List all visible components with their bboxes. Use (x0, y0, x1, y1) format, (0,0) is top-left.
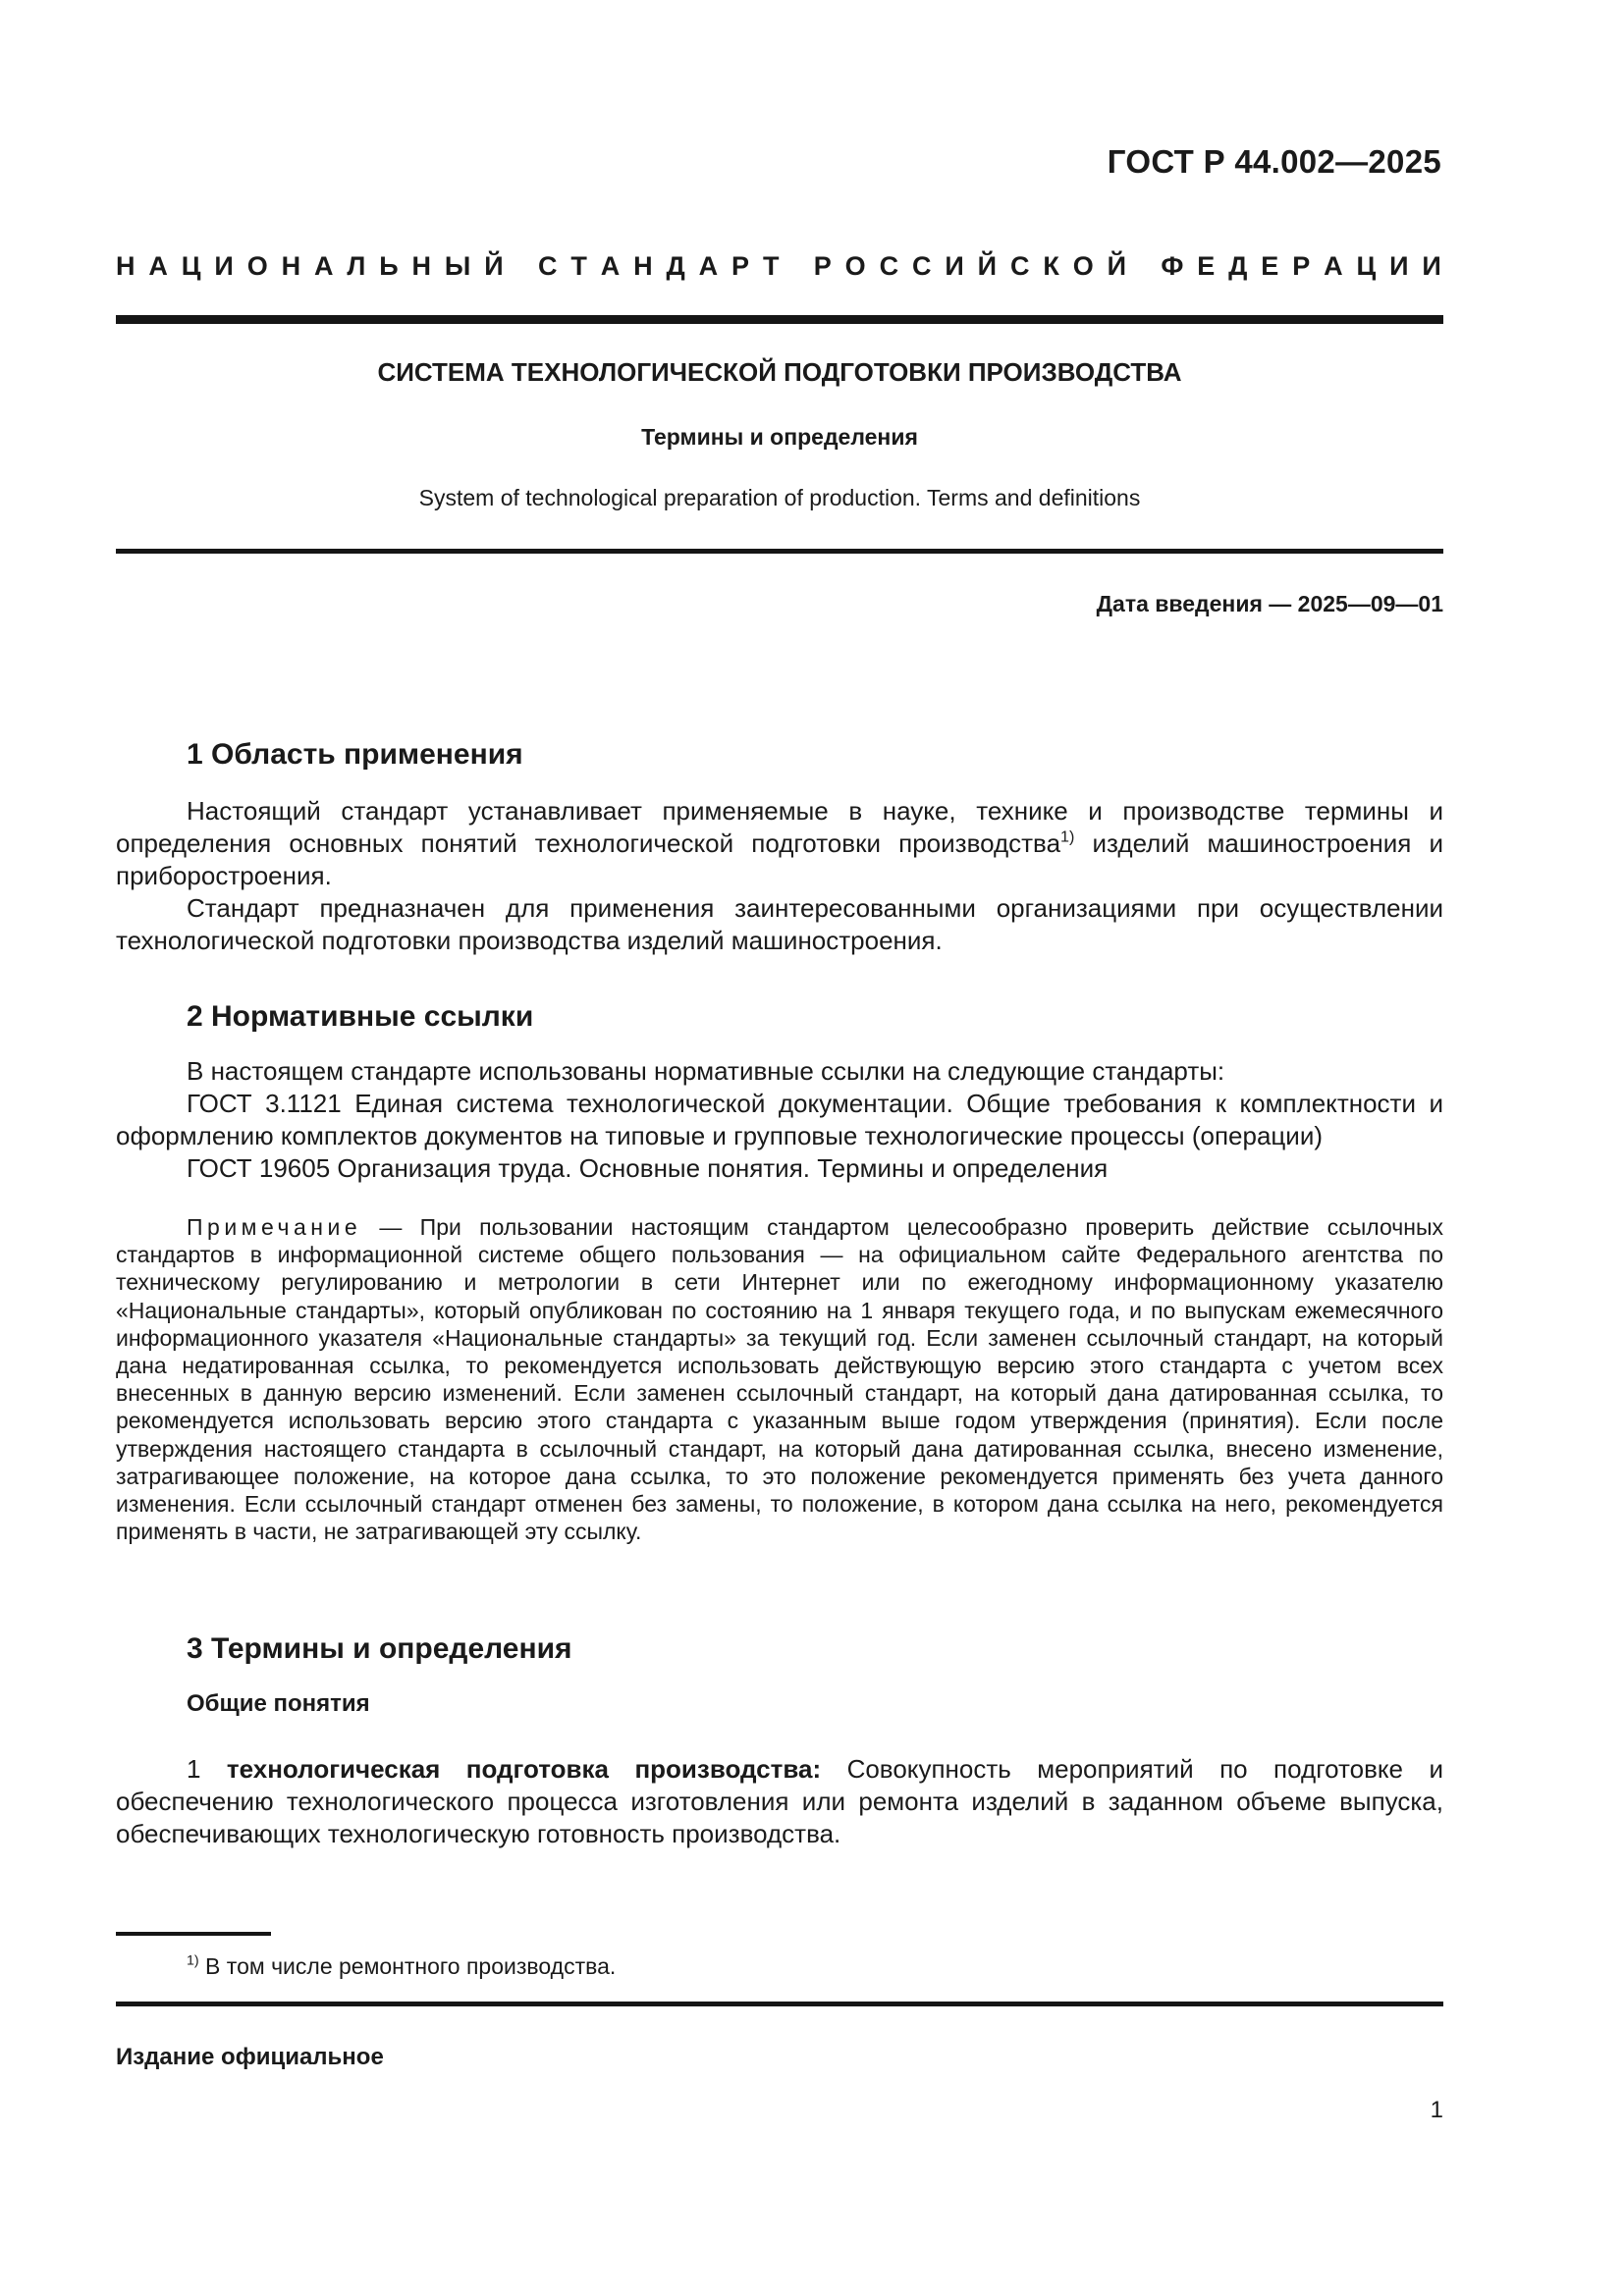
national-standard-banner (116, 251, 1441, 282)
banner-letter: А (1324, 251, 1343, 281)
banner-letter: И (945, 251, 964, 281)
section-1-heading: 1 Область применения (187, 738, 523, 771)
banner-letter: И (1389, 251, 1409, 281)
banner-letter: К (1043, 251, 1059, 281)
banner-letter: Н (281, 251, 301, 281)
term-number: 1 (187, 1754, 201, 1784)
section-1-paragraph-1: Настоящий стандарт устанавливает применяемые в науке, технике и производстве термины и определения основных понятий технологической подготовки производства$^{1)}$ изделий машиностроения и приборостроения. (116, 796, 1443, 890)
term-entry (116, 1753, 1443, 1850)
banner-letter: Н (116, 251, 135, 281)
banner-letter: А (600, 251, 621, 281)
banner-letter: Т (762, 251, 780, 281)
banner-letter: А (148, 251, 168, 281)
section-2-heading: 2 Нормативные ссылки (187, 1000, 534, 1033)
reference-item: ГОСТ 3.1121 Единая система технологической документации. Общие требования к комплектности и оформлению комплектов документов на типовые и групповые технологические процессы (операции) (116, 1089, 1443, 1150)
banner-letter: Ц (181, 251, 201, 281)
banner-letter (1140, 251, 1148, 282)
banner-letter: Р (731, 251, 750, 281)
banner-letter: Е (1261, 251, 1279, 281)
footnote-mark: 1) (187, 1952, 199, 1969)
reference-item: ГОСТ 19605 Организация труда. Основные понятия. Термины и определения (187, 1153, 1109, 1183)
note-label: Примечание (187, 1214, 362, 1240)
banner-letter: О (246, 251, 268, 281)
banner-letter: Н (411, 251, 432, 281)
term-name: технологическая подготовка производства: (226, 1754, 822, 1784)
english-title: System of technological preparation of production. Terms and definitions (418, 485, 1141, 510)
banner-letter: Д (666, 251, 685, 281)
banner-letter: Й (977, 251, 998, 281)
term-list (116, 1753, 1443, 1850)
banner-letter: О (1072, 251, 1094, 281)
banner-letter: С (911, 251, 932, 281)
note-text: — При пользовании настоящим стандартом целесообразно проверить действие ссылочных стандартов в информационной системе общего пользования — на официальном сайте Федерального агентства по техническому регулированию и метрологии в сети Интернет или по ежегодному информационному указателю «Национальные стандарты», который опубликован по состоянию на 1 января текущего года, и по выпускам ежемесячного информационного указателя «Национальные стандарты» за текущий год. Если заменен ссылочный стандарт, на который дана недатированная ссылка, то рекомендуется использовать действующую версию этого стандарта с учетом всех внесенных в данную версию изменений. Если заменен ссылочный стандарт, на который дана датированная ссылка, то рекомендуется использовать версию этого стандарта с указанным выше годом утверждения (принятия). Если после утверждения настоящего стандарта в ссылочный стандарт, на который дана датированная ссылка, внесено изменение, затрагивающее положение, на которое дана ссылка, то это положение рекомендуется применять без учета данного изменения. Если ссылочный стандарт отменен без замены, то положение, в котором дана ссылка на него, рекомендуется применять в части, не затрагивающей эту ссылку. (116, 1214, 1443, 1545)
term-definition: Совокупность мероприятий по подготовке и обеспечению технологического процесса изготовления или ремонта изделий в заданном объеме выпуска, обеспечивающих технологическую готовность производства. (116, 1754, 1443, 1848)
introduction-date: Дата введения — 2025—09—01 (1096, 591, 1443, 616)
banner-letter: Ф (1161, 251, 1184, 281)
banner-letter (792, 251, 800, 282)
document-subtitle: Термины и определения (641, 424, 918, 450)
banner-letter: Й (484, 251, 504, 281)
banner-letter: И (1422, 251, 1441, 281)
banner-letter: Л (347, 251, 366, 281)
banner-letter: С (879, 251, 899, 281)
banner-letter (517, 251, 525, 282)
banner-letter: Й (1107, 251, 1127, 281)
banner-letter: Ы (444, 251, 471, 281)
banner-letter: И (214, 251, 234, 281)
banner-letter: А (698, 251, 719, 281)
section-2-body (116, 1055, 1443, 1185)
section-3-heading: 3 Термины и определения (187, 1632, 572, 1665)
footnote-text: В том числе ремонтного производства. (198, 1953, 617, 1979)
references-intro: В настоящем стандарте использованы нормативные ссылки на следующие стандарты: (187, 1056, 1225, 1086)
banner-letter: Р (1292, 251, 1311, 281)
section-1-body (116, 795, 1443, 957)
footnote-rule (116, 1932, 271, 1936)
banner-letter: О (844, 251, 866, 281)
banner-letter: Е (1197, 251, 1216, 281)
section-3-subheading: Общие понятия (187, 1690, 370, 1717)
references-note (116, 1213, 1443, 1545)
banner-letter: Ь (379, 251, 399, 281)
system-title: СИСТЕМА ТЕХНОЛОГИЧЕСКОЙ ПОДГОТОВКИ ПРОИЗВОДСТВА (377, 357, 1182, 387)
banner-letter: Р (813, 251, 832, 281)
footnote-reference[interactable]: 1) (1060, 828, 1075, 846)
page-number: 1 (1430, 2097, 1443, 2123)
banner-letter: А (314, 251, 334, 281)
footer-rule (116, 2002, 1443, 2006)
title-rule (116, 549, 1443, 554)
banner-letter: С (1009, 251, 1030, 281)
footnote (187, 1953, 616, 1980)
banner-letter: Т (570, 251, 587, 281)
banner-letter: Н (633, 251, 653, 281)
header-rule (116, 315, 1443, 324)
section-1-paragraph-2: Стандарт предназначен для применения заинтересованными организациями при осуществлении технологической подготовки производства изделий машиностроения. (116, 893, 1443, 955)
document-number: ГОСТ Р 44.002—2025 (1107, 143, 1441, 180)
banner-letter: Ц (1356, 251, 1377, 281)
official-edition-label: Издание официальное (116, 2044, 384, 2070)
banner-letter: Д (1228, 251, 1248, 281)
banner-letter: С (537, 251, 558, 281)
